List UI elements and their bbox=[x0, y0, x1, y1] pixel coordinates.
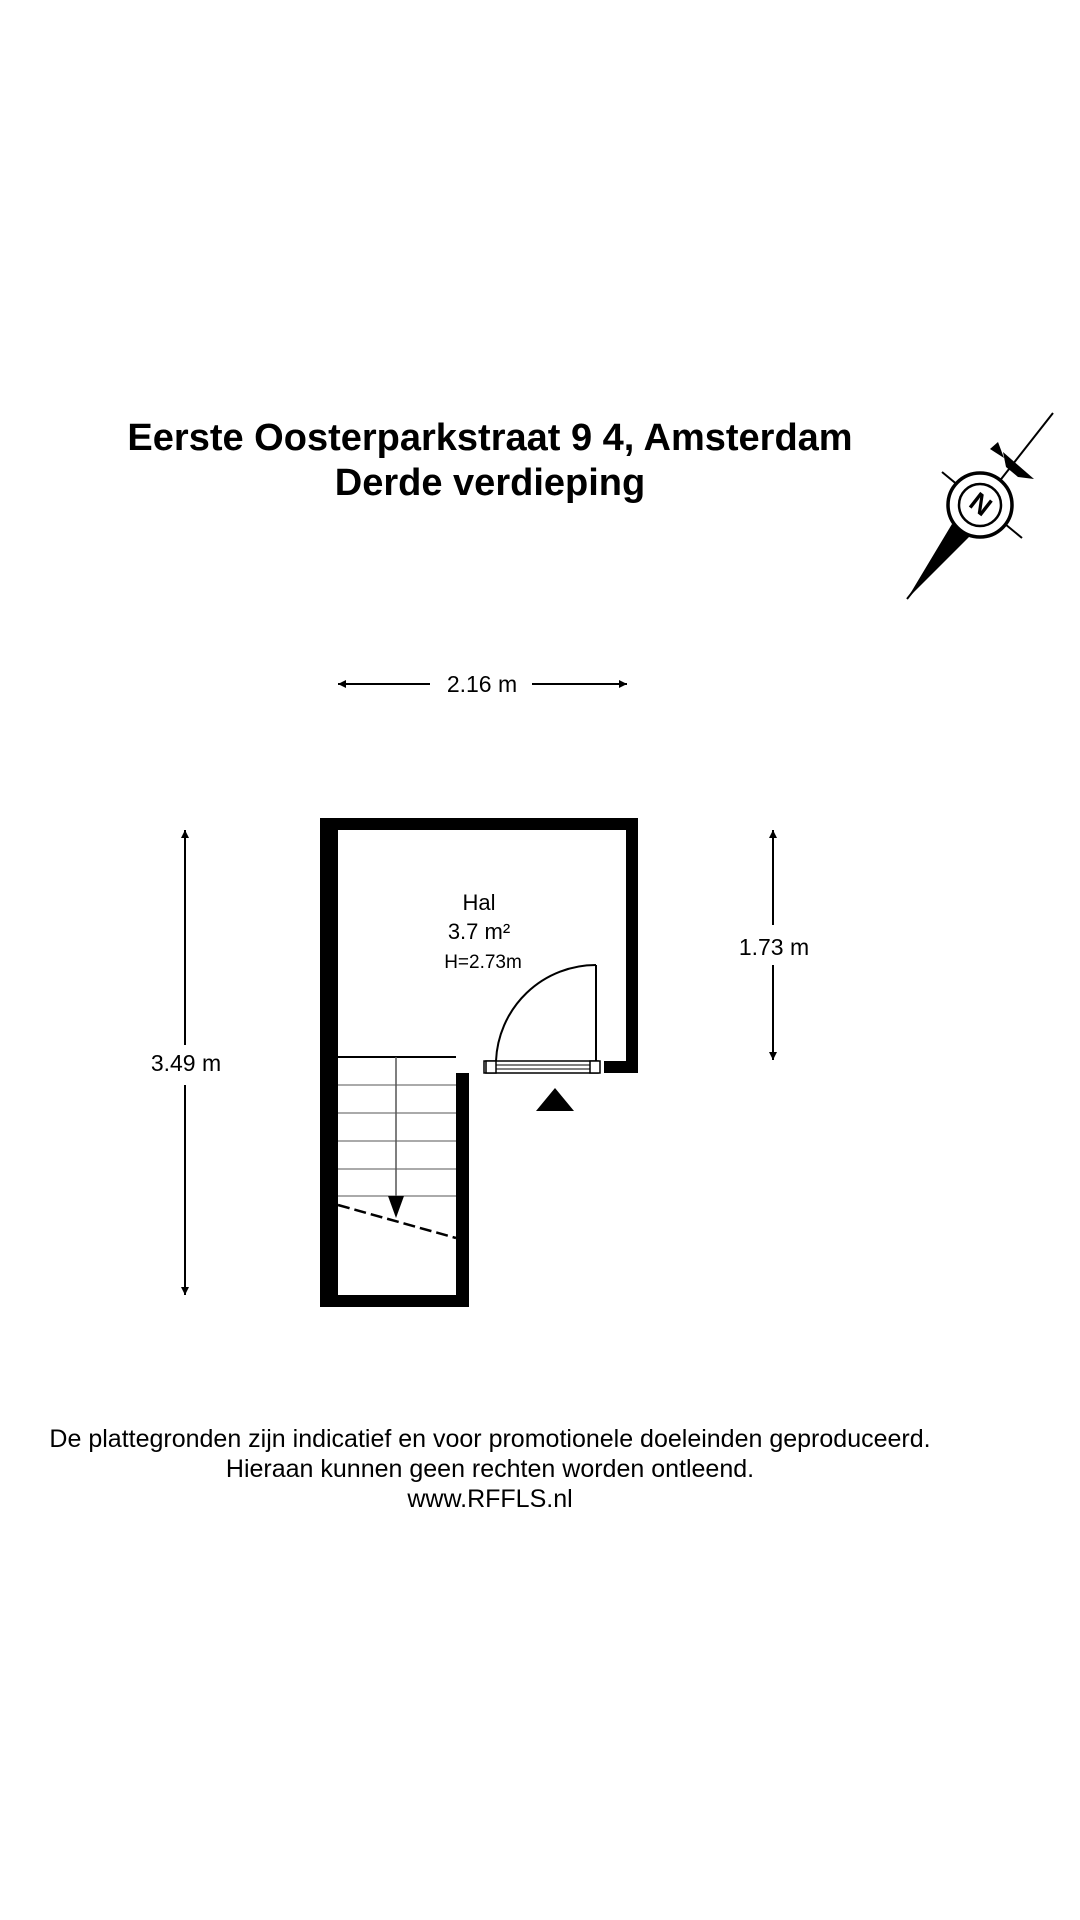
stair-direction-arrow-icon bbox=[388, 1196, 404, 1218]
plan-title-floor: Derde verdieping bbox=[334, 462, 646, 504]
disclaimer-line-1: De plattegronden zijn indicatief en voor promotionele doeleinden geproduceerd. bbox=[49, 1425, 931, 1453]
upper-depth-label: 1.73 m bbox=[738, 934, 810, 960]
compass-icon bbox=[907, 413, 1053, 599]
width-dimension bbox=[338, 671, 627, 697]
staircase bbox=[338, 1057, 456, 1238]
width-dimension-label: 2.16 m bbox=[446, 671, 518, 697]
total-depth-dimension bbox=[151, 830, 221, 1295]
room-area: 3.7 m² bbox=[447, 919, 511, 944]
upper-depth-dimension bbox=[739, 830, 809, 1060]
disclaimer-website: www.RFFLS.nl bbox=[407, 1485, 573, 1513]
disclaimer-line-2: Hieraan kunnen geen rechten worden ontleend. bbox=[225, 1455, 755, 1483]
room-height: H=2.73m bbox=[444, 952, 522, 973]
room-name: Hal bbox=[462, 890, 496, 915]
compass-north-label: N bbox=[963, 486, 998, 523]
total-depth-label: 3.49 m bbox=[150, 1050, 222, 1076]
plan-title-address: Eerste Oosterparkstraat 9 4, Amsterdam bbox=[127, 417, 853, 459]
door bbox=[484, 965, 600, 1073]
entrance-marker-icon bbox=[536, 1088, 574, 1111]
